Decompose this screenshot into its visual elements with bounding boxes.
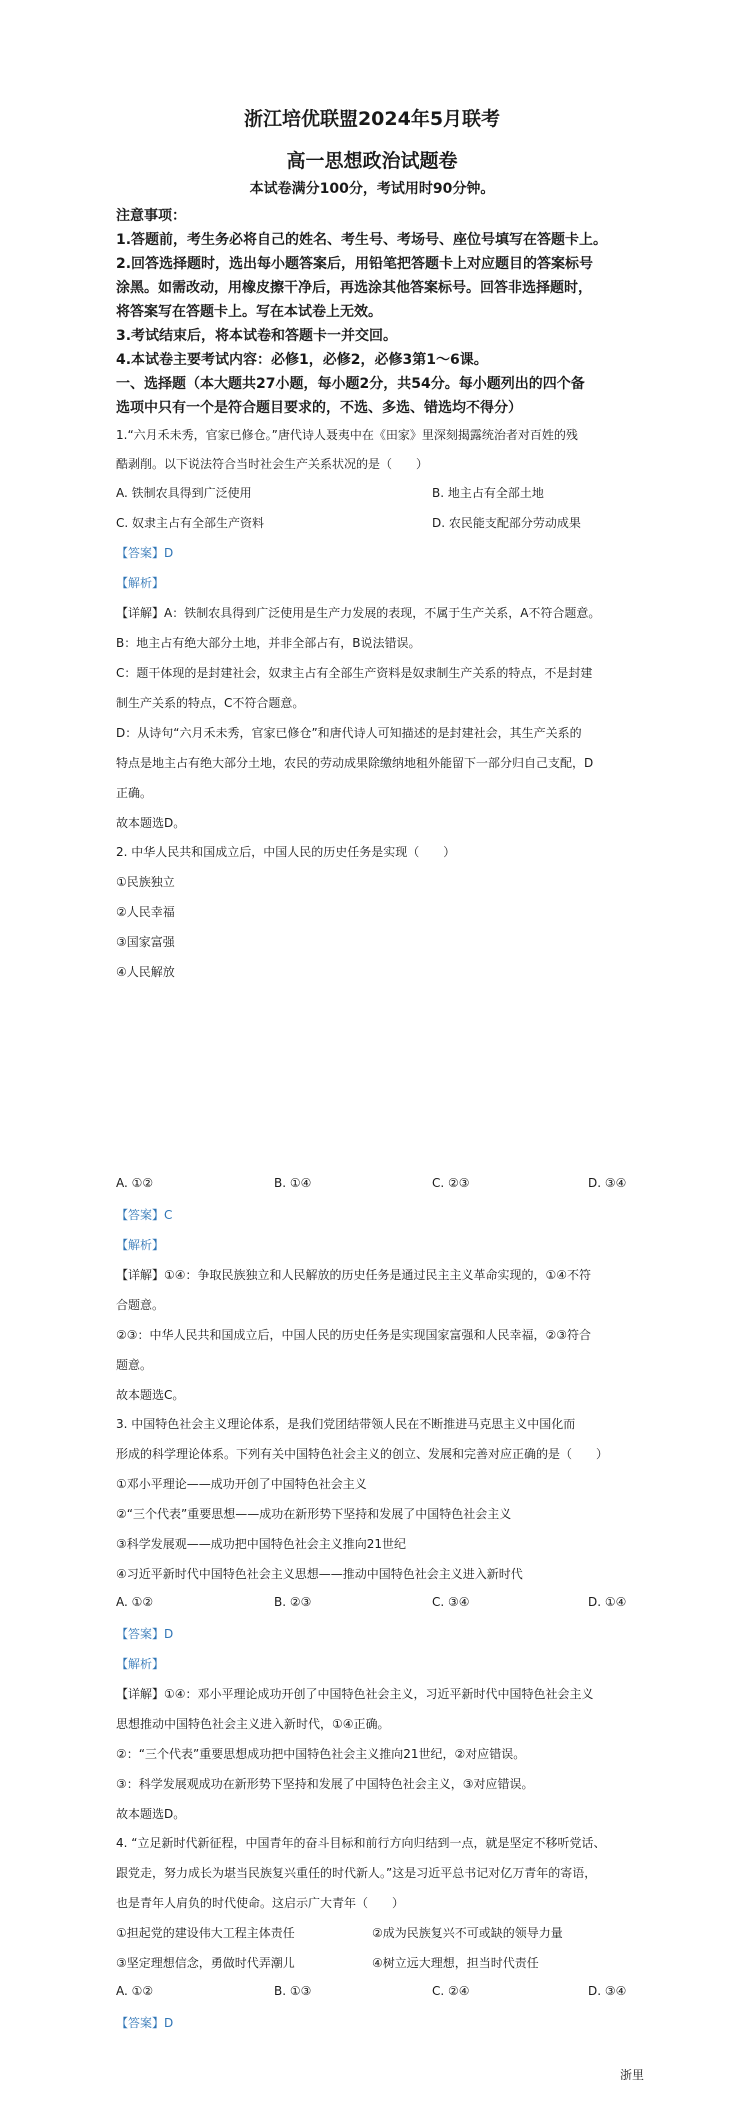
q3-item: ④习近平新时代中国特色社会主义思想——推动中国特色社会主义进入新时代 <box>116 1567 523 1581</box>
q3-item: ①邓小平理论——成功开创了中国特色社会主义 <box>116 1477 367 1491</box>
q4-stem: 也是青年人肩负的时代使命。这启示广大青年（ ） <box>116 1896 405 1910</box>
q2-option-c: C. ②③ <box>432 1176 470 1190</box>
q3-stem: 3. 中国特色社会主义理论体系，是我们党团结带领人民在不断推进马克思主义中国化而 <box>116 1417 576 1431</box>
notes-heading: 注意事项： <box>116 208 186 224</box>
q2-explanation: 题意。 <box>116 1358 153 1372</box>
q1-explanation: 制生产关系的特点，C不符合题意。 <box>116 696 305 710</box>
q2-explanation: 合题意。 <box>116 1298 165 1312</box>
q4-option-d: D. ③④ <box>588 1984 627 1998</box>
q4-option-c: C. ②④ <box>432 1984 470 1998</box>
q1-explanation: 正确。 <box>116 786 153 800</box>
q4-item: ④树立远大理想，担当时代责任 <box>372 1956 539 1970</box>
q3-explanation: ②：“三个代表”重要思想成功把中国特色社会主义推向21世纪，②对应错误。 <box>116 1747 526 1761</box>
q3-option-d: D. ①④ <box>588 1595 627 1609</box>
q3-stem: 形成的科学理论体系。下列有关中国特色社会主义的创立、发展和完善对应正确的是（ ） <box>116 1447 609 1461</box>
q2-option-d: D. ③④ <box>588 1176 627 1190</box>
q3-option-a: A. ①② <box>116 1595 154 1609</box>
q4-stem: 4. “立足新时代新征程，中国青年的奋斗目标和前行方向归结到一点，就是坚定不移听党话、 <box>116 1836 606 1850</box>
q1-conclusion: 故本题选D。 <box>116 816 186 830</box>
q1-explanation: 特点是地主占有绝大部分土地，农民的劳动成果除缴纳地租外能留下一部分归自己支配，D <box>116 756 594 770</box>
q1-option-c: C. 奴隶主占有全部生产资料 <box>116 516 265 530</box>
note-line: 4.本试卷主要考试内容：必修1，必修2，必修3第1～6课。 <box>116 352 488 368</box>
q4-option-a: A. ①② <box>116 1984 154 1998</box>
q3-answer: 【答案】D <box>116 1627 174 1641</box>
q1-option-d: D. 农民能支配部分劳动成果 <box>432 516 581 530</box>
q3-analysis-label: 【解析】 <box>116 1657 165 1671</box>
q3-item: ③科学发展观——成功把中国特色社会主义推向21世纪 <box>116 1537 407 1551</box>
q2-conclusion: 故本题选C。 <box>116 1388 185 1402</box>
exam-subtitle: 高一思想政治试题卷 <box>286 150 458 172</box>
note-line: 1.答题前，考生务必将自己的姓名、考生号、考场号、座位号填写在答题卡上。 <box>116 232 608 248</box>
q1-analysis-label: 【解析】 <box>116 576 165 590</box>
q3-conclusion: 故本题选D。 <box>116 1807 186 1821</box>
q1-explanation: 【详解】A：铁制农具得到广泛使用是生产力发展的表现，不属于生产关系，A不符合题意。 <box>116 606 601 620</box>
q2-analysis-label: 【解析】 <box>116 1238 165 1252</box>
q4-item: ①担起党的建设伟大工程主体责任 <box>116 1926 295 1940</box>
q3-option-c: C. ③④ <box>432 1595 470 1609</box>
q3-option-b: B. ②③ <box>274 1595 312 1609</box>
note-line: 3.考试结束后，将本试卷和答题卡一并交回。 <box>116 328 398 344</box>
note-line: 涂黑。如需改动，用橡皮擦干净后，再选涂其他答案标号。回答非选择题时， <box>116 280 592 296</box>
q4-option-b: B. ①③ <box>274 1984 312 1998</box>
note-line: 2.回答选择题时，选出每小题答案后，用铅笔把答题卡上对应题目的答案标号 <box>116 256 594 272</box>
q1-explanation: D：从诗句“六月禾未秀，官家已修仓”和唐代诗人可知描述的是封建社会，其生产关系的 <box>116 726 582 740</box>
q3-item: ②“三个代表”重要思想——成功在新形势下坚持和发展了中国特色社会主义 <box>116 1507 512 1521</box>
exam-title: 浙江培优联盟2024年5月联考 <box>243 108 501 130</box>
q2-option-a: A. ①② <box>116 1176 154 1190</box>
q2-item: ④人民解放 <box>116 965 175 979</box>
q3-explanation: 【详解】①④：邓小平理论成功开创了中国特色社会主义，习近平新时代中国特色社会主义 <box>116 1687 594 1701</box>
q1-stem: 1.“六月禾未秀，官家已修仓。”唐代诗人聂夷中在《田家》里深刻揭露统治者对百姓的残 <box>116 428 578 442</box>
q4-item: ②成为民族复兴不可或缺的领导力量 <box>372 1926 563 1940</box>
page-footer: 浙里 <box>620 2068 645 2082</box>
exam-meta: 本试卷满分100分，考试用时90分钟。 <box>249 181 495 197</box>
q1-option-b: B. 地主占有全部土地 <box>432 486 544 500</box>
q4-answer: 【答案】D <box>116 2016 174 2030</box>
q4-item: ③坚定理想信念，勇做时代弄潮儿 <box>116 1956 295 1970</box>
q2-option-b: B. ①④ <box>274 1176 312 1190</box>
q3-explanation: 思想推动中国特色社会主义进入新时代，①④正确。 <box>116 1717 390 1731</box>
q2-item: ③国家富强 <box>116 935 175 949</box>
q1-option-a: A. 铁制农具得到广泛使用 <box>116 486 252 500</box>
section-heading: 一、选择题（本大题共27小题，每小题2分，共54分。每小题列出的四个备 <box>116 376 585 392</box>
q1-explanation: C：题干体现的是封建社会，奴隶主占有全部生产资料是奴隶制生产关系的特点，不是封建 <box>116 666 593 680</box>
q1-answer: 【答案】D <box>116 546 174 560</box>
q2-explanation: 【详解】①④：争取民族独立和人民解放的历史任务是通过民主主义革命实现的，①④不符 <box>116 1268 592 1282</box>
section-heading: 选项中只有一个是符合题目要求的，不选、多选、错选均不得分） <box>116 400 522 416</box>
q4-stem: 跟党走，努力成长为堪当民族复兴重任的时代新人。”这是习近平总书记对亿万青年的寄语， <box>116 1866 597 1880</box>
q3-explanation: ③：科学发展观成功在新形势下坚持和发展了中国特色社会主义，③对应错误。 <box>116 1777 534 1791</box>
q2-item: ①民族独立 <box>116 875 175 889</box>
q2-item: ②人民幸福 <box>116 905 175 919</box>
q2-explanation: ②③：中华人民共和国成立后，中国人民的历史任务是实现国家富强和人民幸福，②③符合 <box>116 1328 592 1342</box>
q1-stem: 酷剥削。以下说法符合当时社会生产关系状况的是（ ） <box>116 457 429 471</box>
q1-explanation: B：地主占有绝大部分土地，并非全部占有，B说法错误。 <box>116 636 421 650</box>
q2-stem: 2. 中华人民共和国成立后，中国人民的历史任务是实现（ ） <box>116 845 456 859</box>
note-line: 将答案写在答题卡上。写在本试卷上无效。 <box>116 304 382 320</box>
q2-answer: 【答案】C <box>116 1208 173 1222</box>
